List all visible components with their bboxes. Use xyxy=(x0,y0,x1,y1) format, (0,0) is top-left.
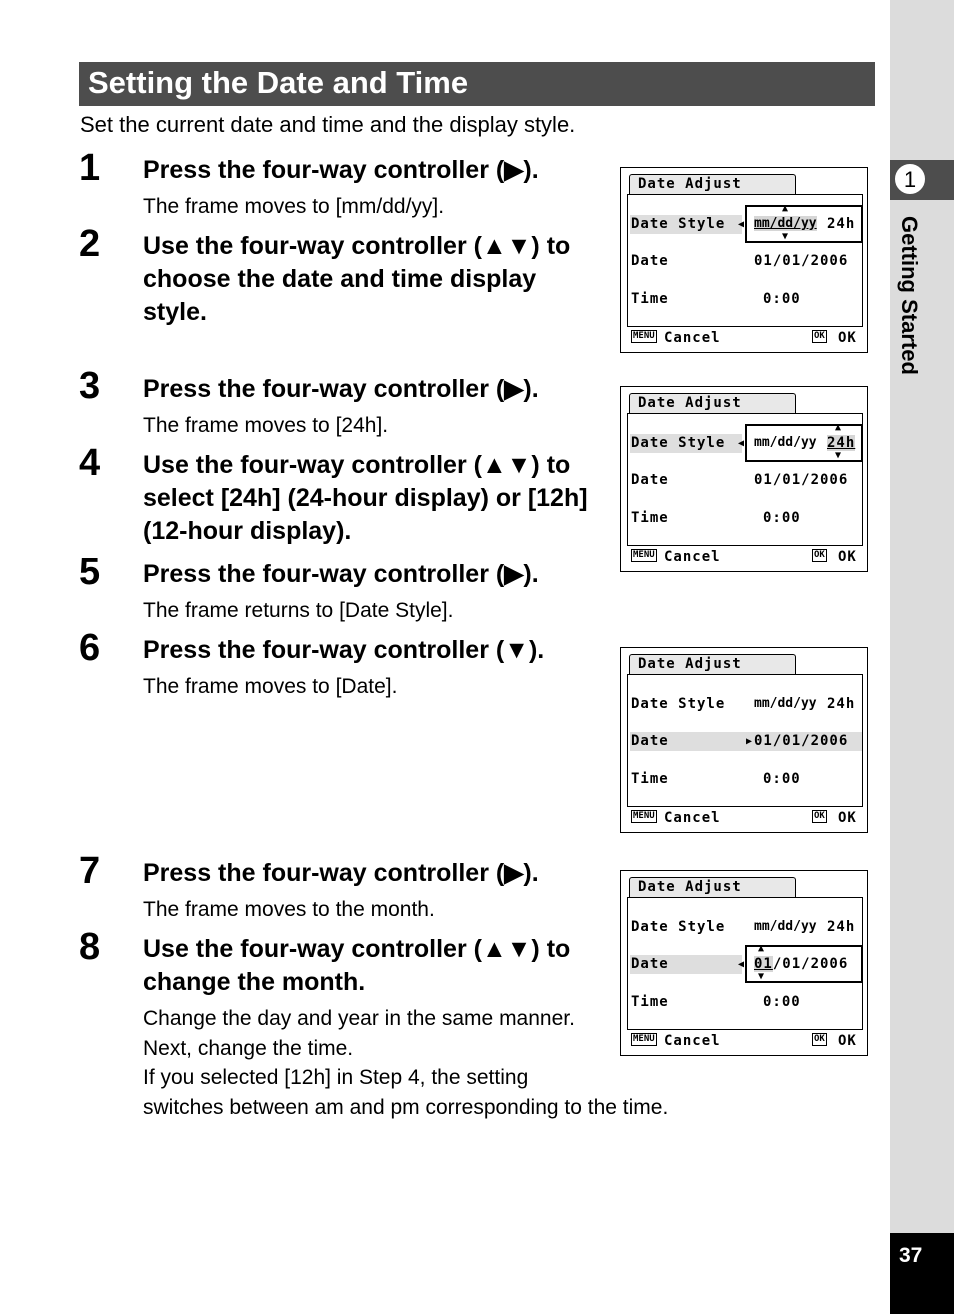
date-value: 01/01/2006 xyxy=(754,472,849,488)
date-value: 01/01/2006 xyxy=(754,253,849,269)
step-text-8-line-1: Change the day and year in the same manner. xyxy=(143,1007,575,1030)
ok-key-icon: OK xyxy=(814,550,825,560)
screen-panel xyxy=(627,674,863,807)
date-rest-value: /01/2006 xyxy=(772,956,849,972)
screen-tab-label: Date Adjust xyxy=(638,656,742,672)
down-arrow-icon: ▼ xyxy=(782,231,790,242)
page-title: Setting the Date and Time xyxy=(88,65,469,100)
ok-key-icon: OK xyxy=(814,811,825,821)
step-text-1: The frame moves to [mm/dd/yy]. xyxy=(143,195,445,218)
step-heading-8: Use the four-way controller (▲▼) to change the month. xyxy=(143,935,571,996)
ok-label: OK xyxy=(838,330,857,346)
step-heading-1: Press the four-way controller (▶). xyxy=(143,156,539,184)
date-style-label: Date Style xyxy=(631,435,726,451)
step-number-7: 7 xyxy=(79,850,101,892)
left-arrow-icon: ◀ xyxy=(738,438,746,449)
step-heading-4: Use the four-way controller (▲▼) to select [24h] (24-hour display) or [12h] (12-hour display). xyxy=(143,451,588,545)
camera-screen-1 xyxy=(620,167,868,353)
time-label: Time xyxy=(631,994,669,1010)
screen-tab-label: Date Adjust xyxy=(638,395,742,411)
step-text-6: The frame moves to [Date]. xyxy=(143,675,398,698)
screen-tab xyxy=(629,654,796,675)
camera-screen-3 xyxy=(620,647,868,833)
step-text-8-line-3: If you selected [12h] in Step 4, the setting xyxy=(143,1066,529,1089)
step-text-3: The frame moves to [24h]. xyxy=(143,414,389,437)
time-value: 0:00 xyxy=(763,994,801,1010)
date-month-value: 01 xyxy=(754,956,773,972)
page-title-bar xyxy=(79,62,875,106)
screen-panel xyxy=(627,194,863,327)
date-format-value: mm/dd/yy xyxy=(754,435,817,450)
down-arrow-icon: ▼ xyxy=(758,971,766,982)
date-format-value: mm/dd/yy xyxy=(754,216,817,231)
cancel-label: Cancel xyxy=(664,549,721,565)
step-number-3: 3 xyxy=(79,365,101,407)
hour-format-value: 24h xyxy=(827,216,856,232)
date-format-value: mm/dd/yy xyxy=(754,696,817,711)
time-value: 0:00 xyxy=(763,291,801,307)
hour-format-value: 24h xyxy=(827,435,856,451)
page-number: 37 xyxy=(899,1244,923,1267)
hour-format-value: 24h xyxy=(827,919,856,935)
step-heading-7: Press the four-way controller (▶). xyxy=(143,859,539,887)
left-arrow-icon: ◀ xyxy=(738,219,746,230)
time-label: Time xyxy=(631,771,669,787)
time-label: Time xyxy=(631,510,669,526)
screen-panel xyxy=(627,897,863,1030)
step-text-8-line-4: switches between am and pm corresponding to the time. xyxy=(143,1096,669,1119)
intro-text: Set the current date and time and the display style. xyxy=(80,112,576,137)
menu-key-icon: MENU xyxy=(633,811,655,821)
ok-key-icon: OK xyxy=(814,331,825,341)
date-label: Date xyxy=(631,956,669,972)
date-label: Date xyxy=(631,253,669,269)
up-arrow-icon: ▲ xyxy=(758,943,766,954)
date-style-label: Date Style xyxy=(631,696,726,712)
step-heading-5: Press the four-way controller (▶). xyxy=(143,560,539,588)
screen-tab xyxy=(629,393,796,414)
step-heading-3: Press the four-way controller (▶). xyxy=(143,375,539,403)
step-text-5: The frame returns to [Date Style]. xyxy=(143,599,454,622)
date-format-value: mm/dd/yy xyxy=(754,919,817,934)
chapter-number: 1 xyxy=(894,163,926,195)
down-arrow-icon: ▼ xyxy=(835,450,843,461)
screen-tab-label: Date Adjust xyxy=(638,879,742,895)
date-label: Date xyxy=(631,733,669,749)
screen-tab xyxy=(629,877,796,898)
cancel-label: Cancel xyxy=(664,330,721,346)
up-arrow-icon: ▲ xyxy=(835,422,843,433)
hour-format-value: 24h xyxy=(827,696,856,712)
up-arrow-icon: ▲ xyxy=(782,203,790,214)
time-value: 0:00 xyxy=(763,771,801,787)
ok-label: OK xyxy=(838,1033,857,1049)
step-number-1: 1 xyxy=(79,147,101,189)
time-label: Time xyxy=(631,291,669,307)
ok-label: OK xyxy=(838,810,857,826)
menu-key-icon: MENU xyxy=(633,331,655,341)
time-value: 0:00 xyxy=(763,510,801,526)
date-style-label: Date Style xyxy=(631,216,726,232)
date-value-split xyxy=(754,956,848,972)
right-arrow-icon: ▶ xyxy=(746,736,754,747)
cancel-label: Cancel xyxy=(664,810,721,826)
step-text-8-line-2: Next, change the time. xyxy=(143,1037,354,1060)
cancel-label: Cancel xyxy=(664,1033,721,1049)
step-number-5: 5 xyxy=(79,551,101,593)
step-text-7: The frame moves to the month. xyxy=(143,898,435,921)
camera-screen-2 xyxy=(620,386,868,572)
screen-tab xyxy=(629,174,796,195)
camera-screen-4 xyxy=(620,870,868,1056)
step-number-4: 4 xyxy=(79,442,101,484)
menu-key-icon: MENU xyxy=(633,1034,655,1044)
date-label: Date xyxy=(631,472,669,488)
menu-key-icon: MENU xyxy=(633,550,655,560)
date-style-label: Date Style xyxy=(631,919,726,935)
screen-panel xyxy=(627,413,863,546)
left-arrow-icon: ◀ xyxy=(738,959,746,970)
ok-key-icon: OK xyxy=(814,1034,825,1044)
step-number-8: 8 xyxy=(79,926,101,968)
chapter-label: Getting Started xyxy=(897,216,922,375)
ok-label: OK xyxy=(838,549,857,565)
step-heading-6: Press the four-way controller (▼). xyxy=(143,636,545,664)
step-heading-2: Use the four-way controller (▲▼) to choose the date and time display style. xyxy=(143,232,571,326)
step-number-2: 2 xyxy=(79,223,101,265)
screen-tab-label: Date Adjust xyxy=(638,176,742,192)
date-value: 01/01/2006 xyxy=(754,733,849,749)
step-number-6: 6 xyxy=(79,627,101,669)
